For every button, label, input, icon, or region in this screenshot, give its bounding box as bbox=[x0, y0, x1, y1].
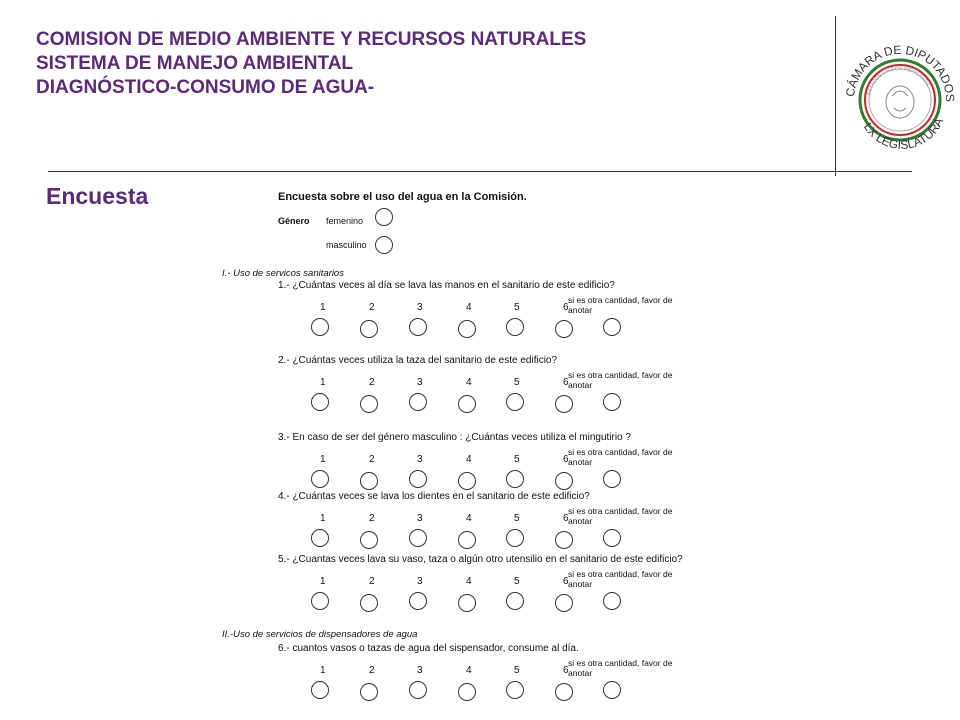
q5-scale-label-4: 4 bbox=[466, 576, 472, 587]
q4-scale-label-4: 4 bbox=[466, 513, 472, 524]
q2-scale-label-4: 4 bbox=[466, 377, 472, 388]
q4-other-radio[interactable] bbox=[603, 529, 621, 547]
q6-option-3-radio[interactable] bbox=[409, 681, 427, 699]
q2-option-1-radio[interactable] bbox=[311, 393, 329, 411]
q5-option-2-radio[interactable] bbox=[360, 594, 378, 612]
q5-other-radio[interactable] bbox=[603, 592, 621, 610]
q2-option-4-radio[interactable] bbox=[458, 395, 476, 413]
logo-top-text: CÁMARA DE DIPUTADOS bbox=[843, 42, 958, 103]
q4-scale-label-3: 3 bbox=[417, 513, 423, 524]
q2-scale-label-6: 6 bbox=[563, 377, 569, 388]
q6-scale-label-5: 5 bbox=[514, 665, 520, 676]
q5-option-6-radio[interactable] bbox=[555, 594, 573, 612]
q3-option-3-radio[interactable] bbox=[409, 470, 427, 488]
logo-red-ring bbox=[865, 65, 935, 135]
q5-scale-label-1: 1 bbox=[320, 576, 326, 587]
q5-scale-label-5: 5 bbox=[514, 576, 520, 587]
q6-option-1-radio[interactable] bbox=[311, 681, 329, 699]
q4-scale-label-1: 1 bbox=[320, 513, 326, 524]
q6-other-radio[interactable] bbox=[603, 681, 621, 699]
question-6-text: 6.- cuantos vasos o tazas de agua del sispensador, consume al día. bbox=[278, 643, 579, 654]
q1-option-5-radio[interactable] bbox=[506, 318, 524, 336]
vertical-divider bbox=[835, 16, 836, 176]
q5-option-5-radio[interactable] bbox=[506, 592, 524, 610]
q3-scale-label-5: 5 bbox=[514, 454, 520, 465]
q1-scale-label-2: 2 bbox=[369, 302, 375, 313]
q6-other-note: si es otra cantidad, favor de anotar bbox=[568, 658, 673, 678]
q1-scale-label-1: 1 bbox=[320, 302, 326, 313]
gender-label: Género bbox=[278, 216, 310, 226]
q6-option-4-radio[interactable] bbox=[458, 683, 476, 701]
q3-option-5-radio[interactable] bbox=[506, 470, 524, 488]
q1-scale-label-6: 6 bbox=[563, 302, 569, 313]
q1-other-note: si es otra cantidad, favor de anotar bbox=[568, 295, 673, 315]
q3-other-radio[interactable] bbox=[603, 470, 621, 488]
gender-femenino-radio[interactable] bbox=[375, 208, 393, 226]
q2-option-3-radio[interactable] bbox=[409, 393, 427, 411]
q4-other-note: si es otra cantidad, favor de anotar bbox=[568, 506, 673, 526]
q1-option-3-radio[interactable] bbox=[409, 318, 427, 336]
q1-other-radio[interactable] bbox=[603, 318, 621, 336]
question-5-text: 5.- ¿Cuantas veces lava su vaso, taza o algún otro utensilio en el sanitario de este edificio? bbox=[278, 554, 683, 565]
q1-scale-label-4: 4 bbox=[466, 302, 472, 313]
q5-option-3-radio[interactable] bbox=[409, 592, 427, 610]
question-2-text: 2.- ¿Cuántas veces utiliza la taza del sanitario de este edificio? bbox=[278, 355, 558, 366]
q5-option-1-radio[interactable] bbox=[311, 592, 329, 610]
q2-option-5-radio[interactable] bbox=[506, 393, 524, 411]
q6-scale-label-3: 3 bbox=[417, 665, 423, 676]
section-2-heading: II.-Uso de servicios de dispensadores de agua bbox=[222, 629, 418, 640]
gender-option-masculino: masculino bbox=[326, 240, 367, 250]
q5-scale-label-2: 2 bbox=[369, 576, 375, 587]
q4-option-6-radio[interactable] bbox=[555, 531, 573, 549]
gender-masculino-radio[interactable] bbox=[375, 236, 393, 254]
q4-scale-label-2: 2 bbox=[369, 513, 375, 524]
q3-option-2-radio[interactable] bbox=[360, 472, 378, 490]
q6-scale-label-4: 4 bbox=[466, 665, 472, 676]
q3-option-4-radio[interactable] bbox=[458, 472, 476, 490]
q2-scale-label-3: 3 bbox=[417, 377, 423, 388]
header-line-2: SISTEMA DE MANEJO AMBIENTAL bbox=[36, 53, 354, 74]
header-title-block bbox=[36, 28, 586, 100]
q4-option-5-radio[interactable] bbox=[506, 529, 524, 547]
q6-scale-label-2: 2 bbox=[369, 665, 375, 676]
q1-option-1-radio[interactable] bbox=[311, 318, 329, 336]
header-line-1: COMISION DE MEDIO AMBIENTE Y RECURSOS NATURALES bbox=[36, 29, 587, 50]
q4-scale-label-5: 5 bbox=[514, 513, 520, 524]
q3-scale-label-4: 4 bbox=[466, 454, 472, 465]
eagle-detail-icon bbox=[892, 91, 908, 111]
q2-other-radio[interactable] bbox=[603, 393, 621, 411]
q1-scale-label-3: 3 bbox=[417, 302, 423, 313]
q5-scale-label-6: 6 bbox=[563, 576, 569, 587]
q3-scale-label-2: 2 bbox=[369, 454, 375, 465]
question-4-text: 4.- ¿Cuántas veces se lava los dientes en el sanitario de este edificio? bbox=[278, 491, 590, 502]
header-line-3: DIAGNÓSTICO-CONSUMO DE AGUA- bbox=[36, 77, 375, 98]
q1-option-4-radio[interactable] bbox=[458, 320, 476, 338]
q4-option-1-radio[interactable] bbox=[311, 529, 329, 547]
q5-other-note: si es otra cantidad, favor de anotar bbox=[568, 569, 673, 589]
question-3-text: 3.- En caso de ser del género masculino : ¿Cuántas veces utiliza el mingutirio ? bbox=[278, 432, 631, 443]
q2-scale-label-2: 2 bbox=[369, 377, 375, 388]
q2-option-2-radio[interactable] bbox=[360, 395, 378, 413]
q3-scale-label-6: 6 bbox=[563, 454, 569, 465]
q3-other-note: si es otra cantidad, favor de anotar bbox=[568, 447, 673, 467]
q4-scale-label-6: 6 bbox=[563, 513, 569, 524]
q2-scale-label-1: 1 bbox=[320, 377, 326, 388]
q4-option-2-radio[interactable] bbox=[360, 531, 378, 549]
question-1-text: 1.- ¿Cuántas veces al día se lava las manos en el sanitario de este edificio? bbox=[278, 280, 615, 291]
q6-option-6-radio[interactable] bbox=[555, 683, 573, 701]
q5-scale-label-3: 3 bbox=[417, 576, 423, 587]
q6-scale-label-1: 1 bbox=[320, 665, 326, 676]
q5-option-4-radio[interactable] bbox=[458, 594, 476, 612]
q2-other-note: si es otra cantidad, favor de anotar bbox=[568, 370, 673, 390]
q1-scale-label-5: 5 bbox=[514, 302, 520, 313]
q6-option-2-radio[interactable] bbox=[360, 683, 378, 701]
q1-option-6-radio[interactable] bbox=[555, 320, 573, 338]
q4-option-3-radio[interactable] bbox=[409, 529, 427, 547]
q3-option-1-radio[interactable] bbox=[311, 470, 329, 488]
logo-inner-text: ESTADOS UNIDOS MEXICANOS bbox=[866, 65, 931, 96]
q1-option-2-radio[interactable] bbox=[360, 320, 378, 338]
survey-title: Encuesta sobre el uso del agua en la Comisión. bbox=[278, 191, 527, 203]
q3-scale-label-3: 3 bbox=[417, 454, 423, 465]
q6-option-5-radio[interactable] bbox=[506, 681, 524, 699]
q3-scale-label-1: 1 bbox=[320, 454, 326, 465]
logo-bottom-text: LX LEGISLATURA bbox=[860, 115, 947, 153]
q6-scale-label-6: 6 bbox=[563, 665, 569, 676]
camara-diputados-logo bbox=[840, 22, 958, 172]
gender-option-femenino: femenino bbox=[326, 216, 364, 226]
q3-option-6-radio[interactable] bbox=[555, 472, 573, 490]
q4-option-4-radio[interactable] bbox=[458, 531, 476, 549]
section-label: Encuesta bbox=[46, 183, 149, 209]
horizontal-divider bbox=[48, 171, 912, 172]
q2-option-6-radio[interactable] bbox=[555, 395, 573, 413]
q2-scale-label-5: 5 bbox=[514, 377, 520, 388]
section-1-heading: I.- Uso de servicos sanitarios bbox=[222, 268, 344, 279]
